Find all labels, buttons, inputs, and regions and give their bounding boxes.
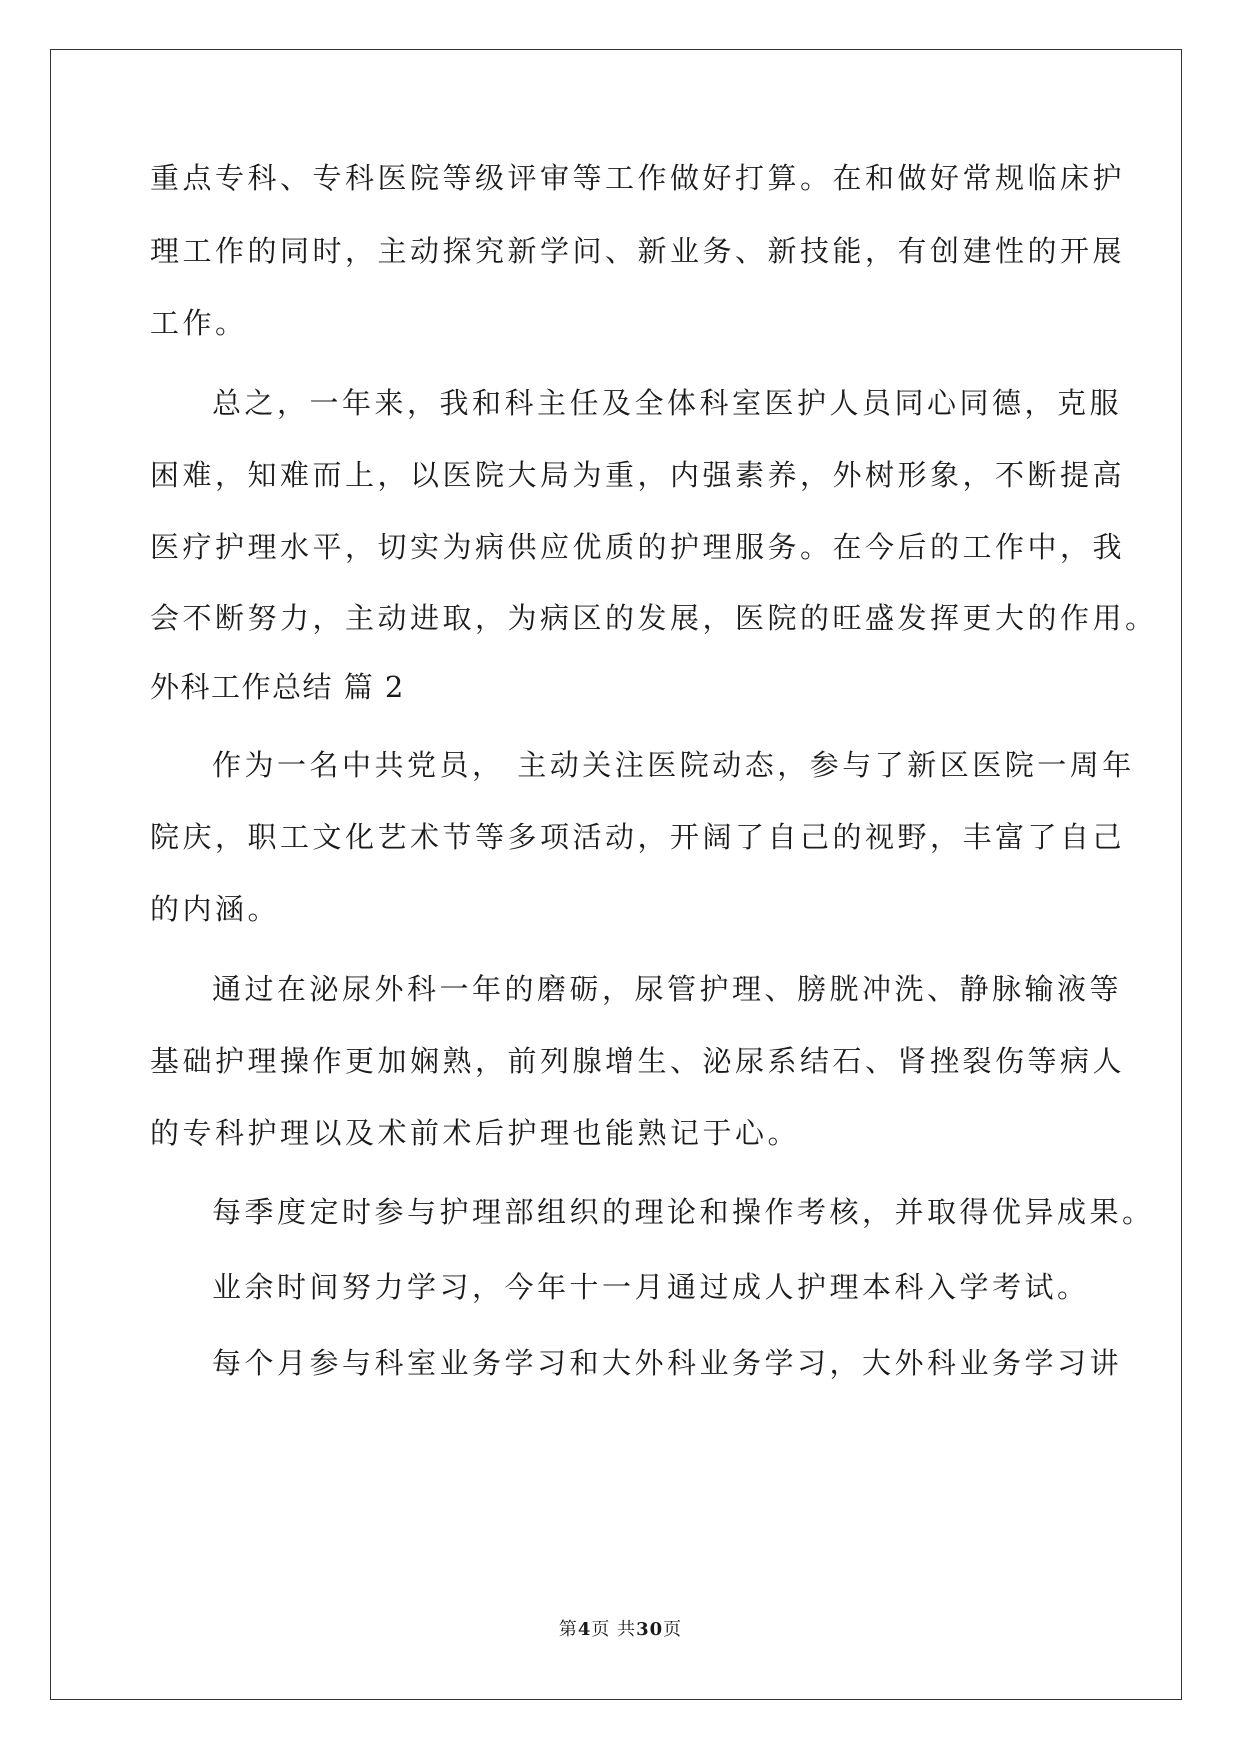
page-border bbox=[50, 49, 1182, 1700]
footer-prefix: 第 bbox=[558, 1619, 578, 1640]
text-line: 医疗护理水平，切实为病供应优质的护理服务。在今后的工作中，我 bbox=[150, 530, 1126, 564]
footer-middle: 页 共 bbox=[591, 1619, 637, 1640]
text-line: 困难，知难而上，以医院大局为重，内强素养，外树形象，不断提高 bbox=[150, 458, 1126, 492]
text-line: 基础护理操作更加娴熟，前列腺增生、泌尿系结石、肾挫裂伤等病人 bbox=[150, 1044, 1126, 1078]
paragraph-first-line: 每个月参与科室业务学习和大外科业务学习，大外科业务学习讲 bbox=[212, 1346, 1123, 1380]
text-line: 的内涵。 bbox=[150, 892, 281, 926]
text-line: 院庆，职工文化艺术节等多项活动，开阔了自己的视野，丰富了自己 bbox=[150, 820, 1126, 854]
section-heading: 外科工作总结 篇 2 bbox=[150, 670, 405, 704]
text-line: 理工作的同时，主动探究新学问、新业务、新技能，有创建性的开展 bbox=[150, 234, 1126, 268]
current-page-number: 4 bbox=[577, 1619, 592, 1640]
paragraph-first-line: 每季度定时参与护理部组织的理论和操作考核，并取得优异成果。 bbox=[212, 1195, 1155, 1229]
text-line: 重点专科、专科医院等级评审等工作做好打算。在和做好常规临床护 bbox=[150, 161, 1126, 195]
text-line: 工作。 bbox=[150, 306, 248, 340]
text-line: 会不断努力，主动进取，为病区的发展，医院的旺盛发挥更大的作用。 bbox=[150, 601, 1158, 635]
paragraph-first-line: 总之，一年来，我和科主任及全体科室医护人员同心同德，克服 bbox=[212, 386, 1123, 420]
paragraph-first-line: 作为一名中共党员， 主动关注医院动态，参与了新区医院一周年 bbox=[212, 748, 1135, 782]
total-page-count: 30 bbox=[636, 1619, 664, 1640]
footer-suffix: 页 bbox=[663, 1619, 683, 1640]
paragraph-first-line: 通过在泌尿外科一年的磨砺，尿管护理、膀胱冲洗、静脉输液等 bbox=[212, 972, 1123, 1006]
text-line: 的专科护理以及术前术后护理也能熟记于心。 bbox=[150, 1116, 801, 1150]
paragraph-first-line: 业余时间努力学习，今年十一月通过成人护理本科入学考试。 bbox=[212, 1270, 1090, 1304]
page-number-footer bbox=[0, 1615, 1241, 1641]
